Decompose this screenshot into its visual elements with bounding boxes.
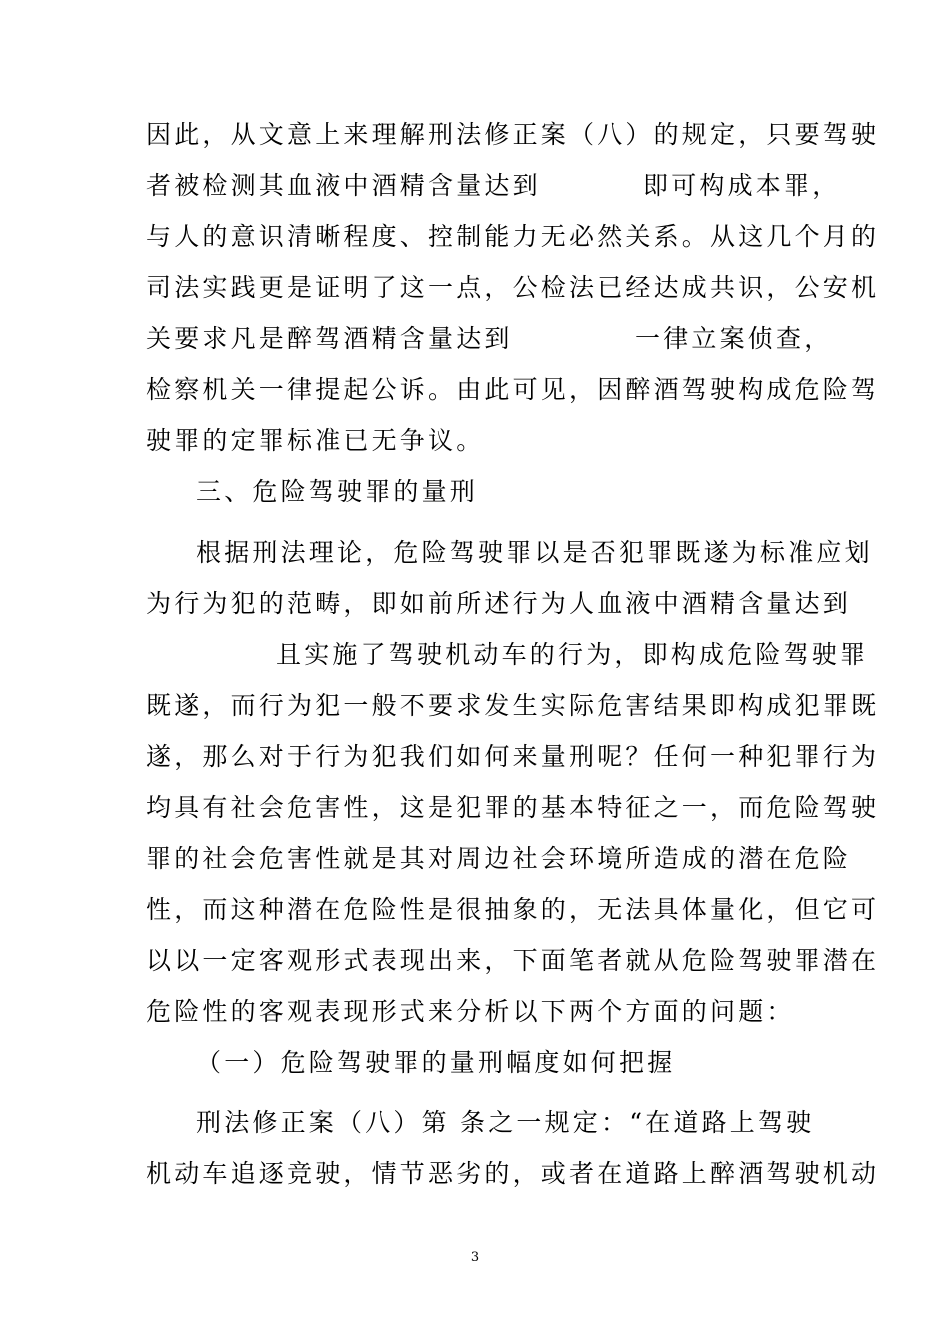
paragraph-line: 危险性的客观表现形式来分析以下两个方面的问题： [146, 997, 795, 1026]
paragraph-line: 性，而这种潜在危险性是很抽象的，无法具体量化，但它可 [146, 895, 880, 924]
text-segment: 刑法修正案（八）第 [196, 1108, 450, 1137]
paragraph-line: 罪的社会危害性就是其对周边社会环境所造成的潜在危险 [146, 844, 852, 873]
paragraph-line [146, 323, 833, 355]
text-segment: 条之一规定：“在道路上驾驶 [460, 1108, 815, 1137]
paragraph-line: 检察机关一律提起公诉。由此可见，因醉酒驾驶构成危险驾 [146, 375, 880, 404]
paragraph-line: 司法实践更是证明了这一点，公检法已经达成共识，公安机 [146, 273, 880, 302]
paragraph-line: 为行为犯的范畴，即如前所述行为人血液中酒精含量达到 [146, 589, 852, 618]
paragraph-line: 且实施了驾驶机动车的行为，即构成危险驾驶罪 [276, 640, 869, 669]
paragraph-line: 因此，从文意上来理解刑法修正案（八）的规定，只要驾驶 [146, 120, 880, 149]
paragraph-line: 以以一定客观形式表现出来，下面笔者就从危险驾驶罪潜在 [146, 946, 880, 975]
paragraph-line: 遂，那么对于行为犯我们如何来量刑呢？任何一种犯罪行为 [146, 742, 880, 771]
subsection-heading: （一）危险驾驶罪的量刑幅度如何把握 [196, 1048, 676, 1077]
page-number: 3 [470, 1250, 480, 1265]
text-segment: 关要求凡是醉驾酒精含量达到 [146, 324, 513, 353]
paragraph-line: 与人的意识清晰程度、控制能力无必然关系。从这几个月的 [146, 222, 880, 251]
text-segment: 一律立案侦查， [635, 324, 833, 353]
paragraph-line [146, 170, 841, 202]
paragraph-line: 均具有社会危害性，这是犯罪的基本特征之一，而危险驾驶 [146, 793, 880, 822]
paragraph-line: 驶罪的定罪标准已无争议。 [146, 426, 485, 455]
text-segment: 者被检测其血液中酒精含量达到 [146, 171, 541, 200]
paragraph-line: 既遂，而行为犯一般不要求发生实际危害结果即构成犯罪既 [146, 691, 880, 720]
section-heading: 三、危险驾驶罪的量刑 [196, 477, 479, 506]
paragraph-line: 机动车追逐竞驶，情节恶劣的，或者在道路上醉酒驾驶机动 [146, 1159, 880, 1188]
paragraph-line [196, 1107, 815, 1139]
text-segment: 即可构成本罪， [643, 171, 841, 200]
paragraph-line: 根据刑法理论，危险驾驶罪以是否犯罪既遂为标准应划 [196, 538, 873, 567]
